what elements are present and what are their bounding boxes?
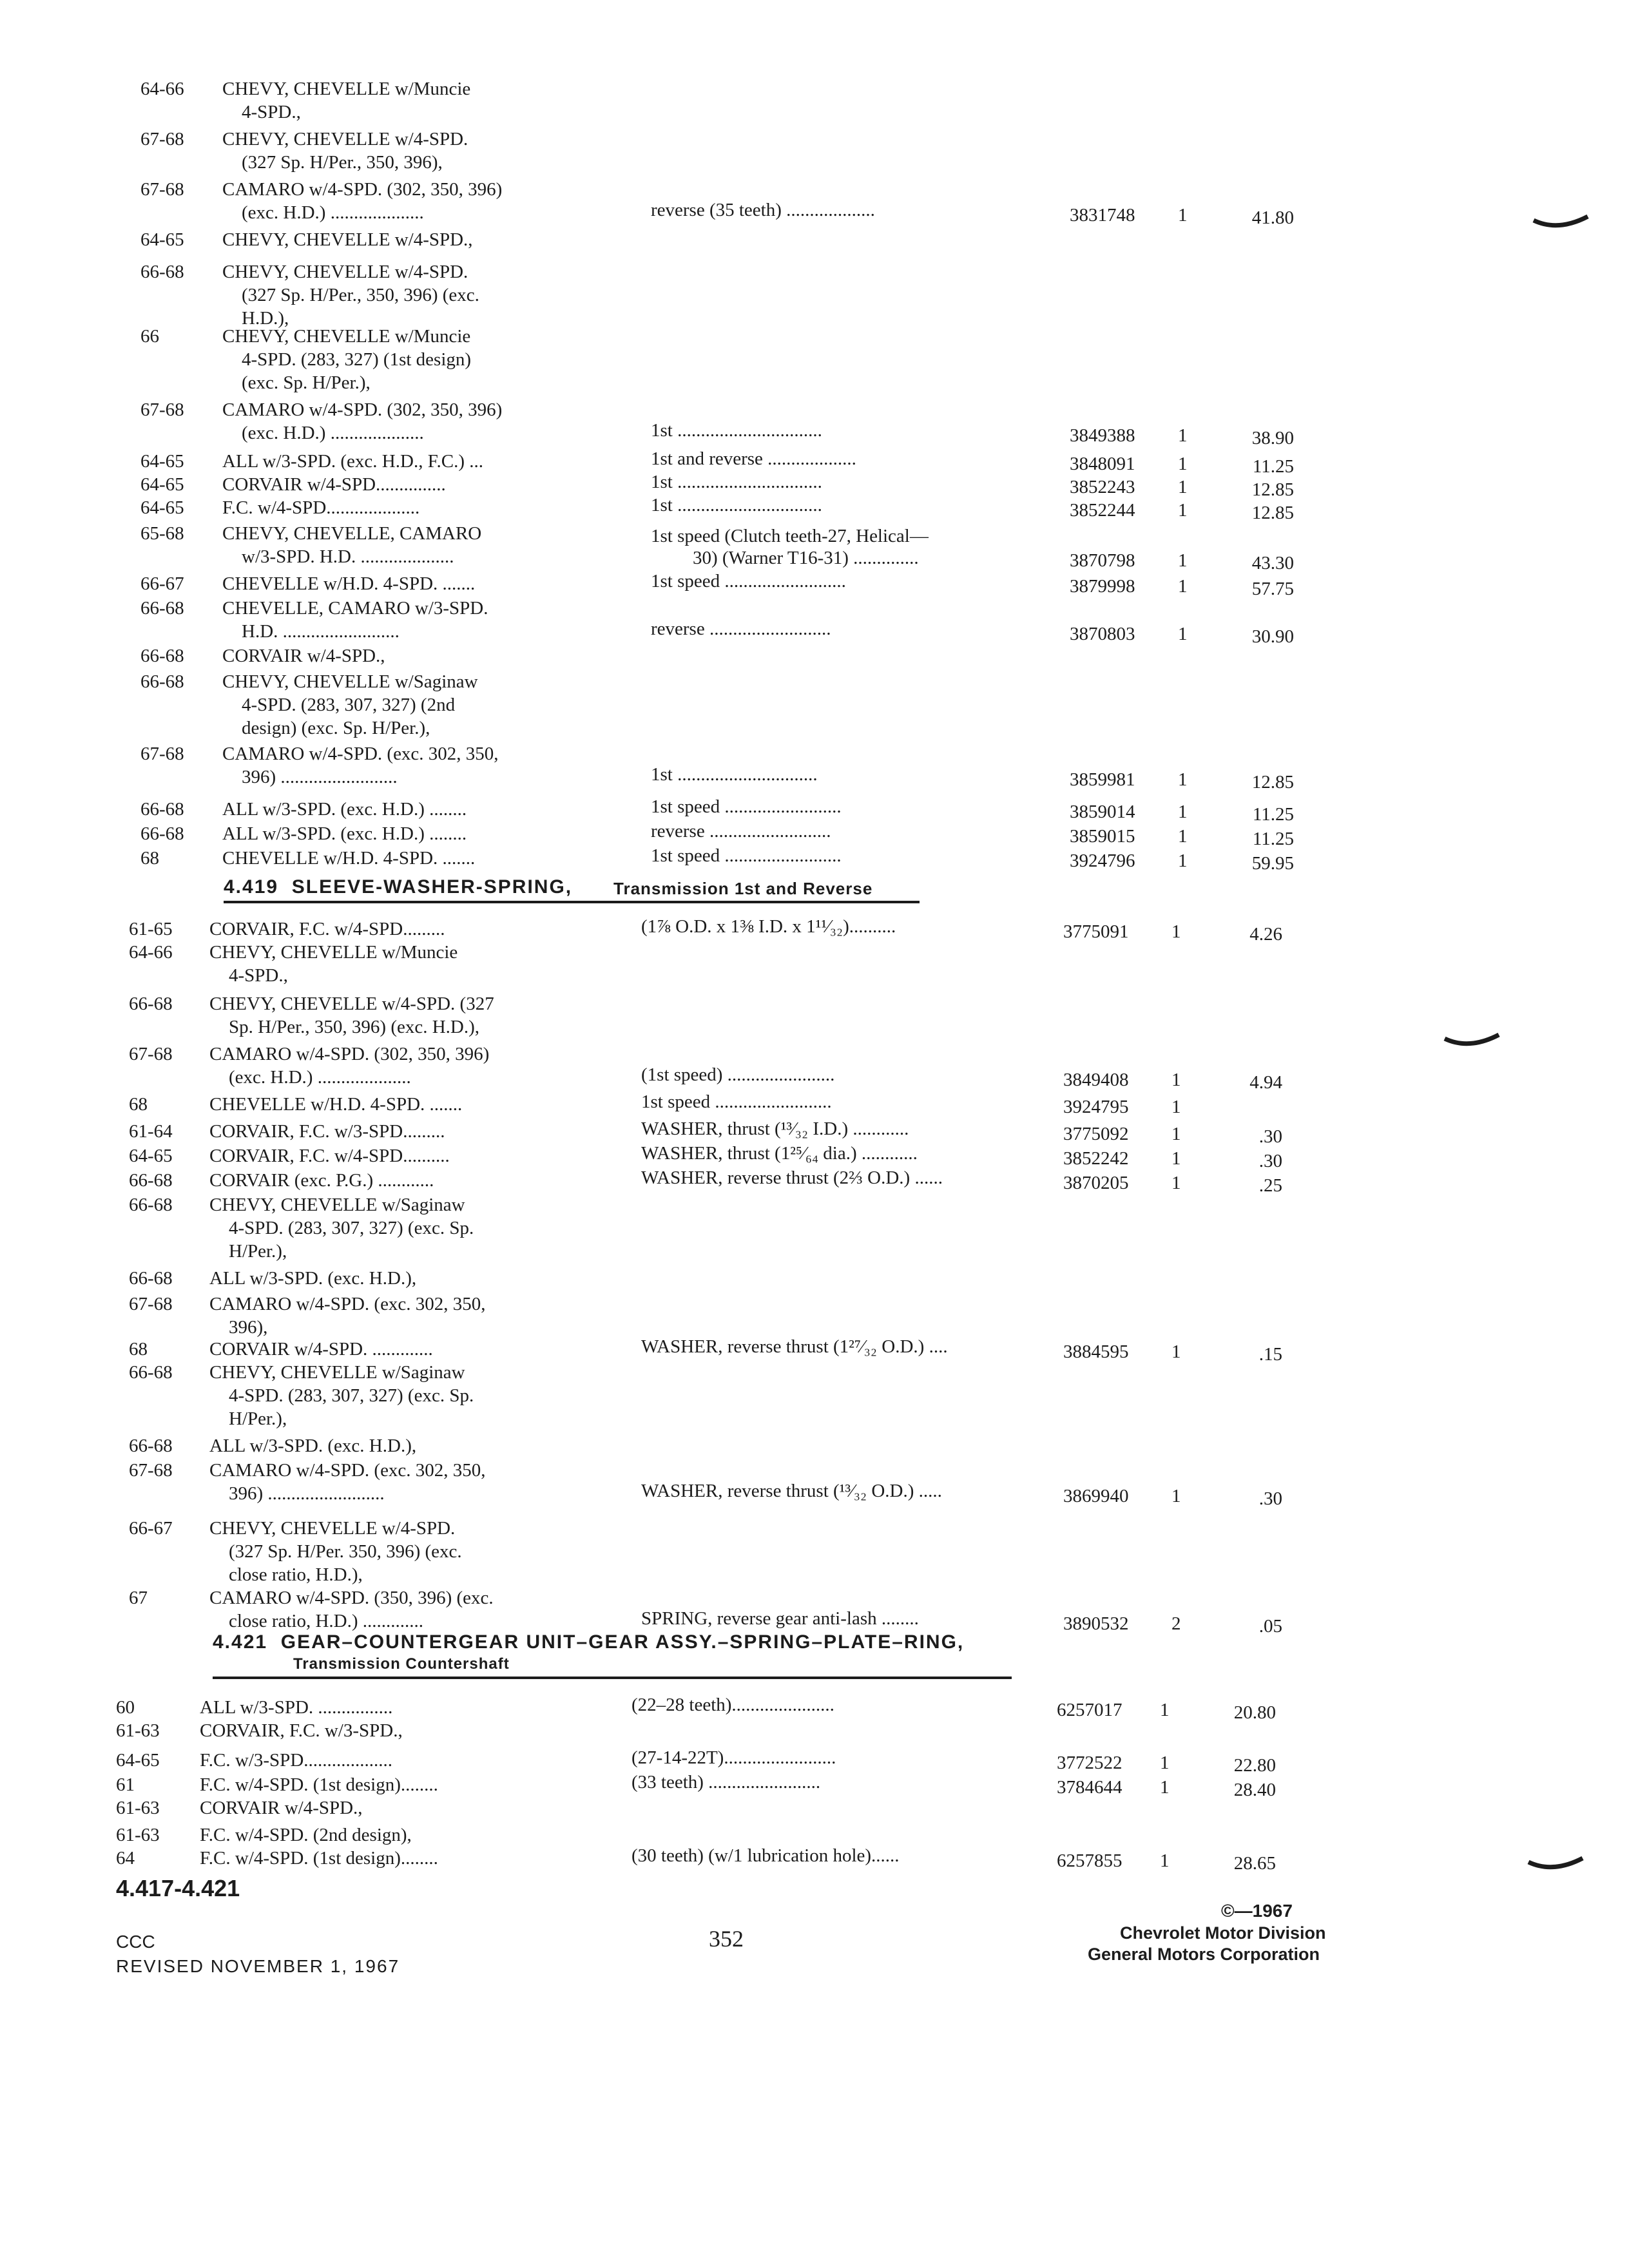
model-application: H.D. ......................... — [242, 621, 400, 642]
model-application: 396), — [229, 1317, 268, 1338]
part-description: (30 teeth) (w/1 lubrication hole)...... — [631, 1845, 900, 1866]
model-application: CHEVELLE w/H.D. 4-SPD. ....... — [209, 1094, 463, 1115]
part-description: 1st speed ......................... — [641, 1091, 832, 1112]
model-year: 67-68 — [129, 1294, 173, 1314]
part-number: 3852243 — [1070, 477, 1135, 497]
model-application: CHEVY, CHEVELLE w/4-SPD. — [222, 262, 468, 282]
model-year: 66-68 — [129, 994, 173, 1014]
model-application: CORVAIR, F.C. w/3-SPD......... — [209, 1121, 445, 1142]
model-year: 61-63 — [116, 1825, 160, 1845]
model-year: 67-68 — [140, 179, 184, 200]
part-number: 3870803 — [1070, 624, 1135, 644]
model-year: 64-66 — [140, 79, 184, 99]
model-application: CAMARO w/4-SPD. (exc. 302, 350, — [209, 1294, 486, 1314]
footer-section-range: 4.417-4.421 — [116, 1875, 240, 1901]
part-description: 1st .............................. — [651, 764, 818, 785]
model-application: close ratio, H.D.), — [229, 1564, 363, 1585]
part-description: (33 teeth) ........................ — [631, 1772, 821, 1792]
part-description: 1st speed ......................... — [651, 845, 842, 866]
model-application: CHEVY, CHEVELLE w/Saginaw — [209, 1362, 465, 1383]
model-year: 61 — [116, 1774, 135, 1795]
model-application: (exc. Sp. H/Per.), — [242, 372, 371, 393]
model-year: 66-68 — [129, 1195, 173, 1215]
footer-copyright: ©—1967 — [1221, 1901, 1293, 1921]
model-application: H.D.), — [242, 308, 289, 329]
part-description: 1st ............................... — [651, 420, 822, 441]
quantity: 1 — [1160, 1850, 1170, 1871]
section-421-subtitle: Transmission Countershaft — [293, 1655, 510, 1673]
model-year: 67-68 — [129, 1460, 173, 1481]
section-421-title — [213, 1631, 964, 1653]
model-application: CAMARO w/4-SPD. (302, 350, 396) — [222, 399, 503, 420]
part-description: (1st speed) ....................... — [641, 1064, 835, 1085]
model-application: CHEVY, CHEVELLE w/Muncie — [222, 326, 471, 347]
quantity: 1 — [1171, 1124, 1181, 1144]
section-number: 4.419 — [224, 876, 279, 898]
quantity: 1 — [1178, 769, 1188, 790]
model-application: CHEVY, CHEVELLE, CAMARO — [222, 523, 482, 544]
model-year: 64-65 — [140, 451, 184, 472]
model-year: 66-68 — [129, 1170, 173, 1191]
model-year: 67-68 — [140, 129, 184, 149]
part-number: 3879998 — [1070, 576, 1135, 597]
model-application: F.C. w/4-SPD. (1st design)........ — [200, 1774, 438, 1795]
model-year: 64 — [116, 1848, 135, 1869]
binding-mark-icon — [1532, 213, 1590, 232]
list-price: .30 — [1258, 1488, 1282, 1509]
part-number: 3849408 — [1063, 1070, 1129, 1090]
model-application: H/Per.), — [229, 1408, 287, 1429]
footer-division: Chevrolet Motor Division — [1120, 1923, 1326, 1943]
part-description: WASHER, thrust (1²⁵⁄₆₄ dia.) ............ — [641, 1143, 918, 1164]
section-divider — [224, 901, 920, 903]
model-application: (327 Sp. H/Per. 350, 396) (exc. — [229, 1541, 462, 1562]
model-year: 66-68 — [140, 598, 184, 619]
list-price: 57.75 — [1251, 579, 1294, 599]
part-description: (22–28 teeth)...................... — [631, 1695, 834, 1715]
quantity: 1 — [1171, 1173, 1181, 1193]
list-price: .30 — [1258, 1151, 1282, 1171]
list-price: 59.95 — [1251, 853, 1294, 874]
model-year: 66 — [140, 326, 159, 347]
list-price: .25 — [1258, 1175, 1282, 1196]
quantity: 1 — [1178, 550, 1188, 571]
list-price: 12.85 — [1251, 503, 1294, 523]
quantity: 1 — [1178, 205, 1188, 226]
part-number: 3869940 — [1063, 1486, 1129, 1506]
section-title: SLEEVE-WASHER-SPRING, — [291, 876, 573, 898]
model-application: CHEVY, CHEVELLE w/Saginaw — [209, 1195, 465, 1215]
part-number: 6257017 — [1057, 1700, 1123, 1720]
model-application: H/Per.), — [229, 1241, 287, 1262]
quantity: 1 — [1171, 1341, 1181, 1362]
quantity: 1 — [1178, 500, 1188, 521]
model-application: ALL w/3-SPD. (exc. H.D.), — [209, 1268, 417, 1289]
list-price: 28.40 — [1233, 1780, 1276, 1800]
quantity: 1 — [1178, 576, 1188, 597]
model-application: F.C. w/4-SPD. (2nd design), — [200, 1825, 412, 1845]
model-application: ALL w/3-SPD. (exc. H.D., F.C.) ... — [222, 451, 483, 472]
model-year: 66-68 — [129, 1436, 173, 1456]
model-application: CAMARO w/4-SPD. (302, 350, 396) — [209, 1044, 490, 1064]
model-application: CAMARO w/4-SPD. (exc. 302, 350, — [209, 1460, 486, 1481]
quantity: 1 — [1171, 1070, 1181, 1090]
part-description: 30) (Warner T16-31) .............. — [693, 548, 919, 568]
model-application: 396) ......................... — [229, 1483, 385, 1504]
model-application: CAMARO w/4-SPD. (exc. 302, 350, — [222, 744, 499, 764]
binding-mark-icon — [1443, 1031, 1501, 1050]
model-application: design) (exc. Sp. H/Per.), — [242, 718, 430, 738]
quantity: 1 — [1178, 477, 1188, 497]
model-year: 61-64 — [129, 1121, 173, 1142]
section-title: GEAR–COUNTERGEAR UNIT–GEAR ASSY.–SPRING–PLATE–RING, — [280, 1631, 965, 1653]
model-year: 61-63 — [116, 1798, 160, 1818]
part-description: reverse (35 teeth) ................... — [651, 200, 875, 220]
footer-corporation: General Motors Corporation — [1088, 1945, 1320, 1964]
part-number: 3831748 — [1070, 205, 1135, 226]
model-year: 67-68 — [129, 1044, 173, 1064]
model-year: 64-65 — [140, 229, 184, 250]
model-application: CAMARO w/4-SPD. (350, 396) (exc. — [209, 1588, 494, 1608]
model-application: ALL w/3-SPD. (exc. H.D.), — [209, 1436, 417, 1456]
model-application: CHEVELLE, CAMARO w/3-SPD. — [222, 598, 488, 619]
part-number: 6257855 — [1057, 1850, 1123, 1871]
model-year: 67-68 — [140, 744, 184, 764]
model-year: 60 — [116, 1697, 135, 1718]
part-description: WASHER, reverse thrust (1²⁷⁄₃₂ O.D.) .... — [641, 1336, 948, 1357]
part-description: 1st and reverse ................... — [651, 448, 856, 469]
binding-mark-icon — [1527, 1854, 1585, 1874]
model-application: CORVAIR w/4-SPD., — [200, 1798, 363, 1818]
part-description: SPRING, reverse gear anti-lash ........ — [641, 1608, 919, 1629]
section-419-subtitle: Transmission 1st and Reverse — [613, 879, 873, 898]
model-application: Sp. H/Per., 350, 396) (exc. H.D.), — [229, 1017, 480, 1037]
part-description: reverse .......................... — [651, 619, 831, 639]
model-application: CORVAIR w/4-SPD., — [222, 646, 385, 666]
part-description: (1⅞ O.D. x 1⅜ I.D. x 1¹¹⁄₃₂).......... — [641, 916, 896, 937]
list-price: 38.90 — [1251, 428, 1294, 448]
model-application: w/3-SPD. H.D. .................... — [242, 546, 454, 567]
section-number: 4.421 — [213, 1631, 268, 1653]
list-price: 11.25 — [1252, 456, 1294, 477]
part-number: 3870798 — [1070, 550, 1135, 571]
model-year: 66-68 — [129, 1268, 173, 1289]
part-number: 3924796 — [1070, 850, 1135, 871]
model-year: 66-68 — [140, 799, 184, 820]
quantity: 1 — [1160, 1777, 1170, 1798]
model-year: 68 — [129, 1339, 148, 1360]
model-application: (exc. H.D.) .................... — [242, 202, 424, 223]
model-year: 67-68 — [140, 399, 184, 420]
model-application: CHEVY, CHEVELLE w/4-SPD. — [222, 129, 468, 149]
model-year: 68 — [140, 848, 159, 869]
list-price: 12.85 — [1251, 479, 1294, 500]
model-year: 66-68 — [140, 823, 184, 844]
model-year: 64-66 — [129, 942, 173, 963]
quantity: 2 — [1171, 1613, 1181, 1634]
model-application: CHEVY, CHEVELLE w/4-SPD. — [209, 1518, 456, 1539]
part-number: 3772522 — [1057, 1753, 1123, 1773]
part-description: 1st ............................... — [651, 472, 822, 492]
quantity: 1 — [1178, 624, 1188, 644]
quantity: 1 — [1178, 850, 1188, 871]
model-application: CHEVY, CHEVELLE w/Saginaw — [222, 671, 478, 692]
model-application: F.C. w/4-SPD. (1st design)........ — [200, 1848, 438, 1869]
model-application: CHEVY, CHEVELLE w/Muncie — [222, 79, 471, 99]
part-number: 3859014 — [1070, 802, 1135, 822]
model-year: 66-68 — [129, 1362, 173, 1383]
model-application: CORVAIR, F.C. w/4-SPD.......... — [209, 1146, 450, 1166]
model-application: (exc. H.D.) .................... — [242, 423, 424, 443]
list-price: 30.90 — [1251, 626, 1294, 647]
part-number: 3884595 — [1063, 1341, 1129, 1362]
model-application: ALL w/3-SPD. ................ — [200, 1697, 393, 1718]
model-application: ALL w/3-SPD. (exc. H.D.) ........ — [222, 799, 467, 820]
model-year: 67 — [129, 1588, 148, 1608]
footer-code: CCC — [116, 1932, 155, 1952]
model-application: CHEVY, CHEVELLE w/Muncie — [209, 942, 458, 963]
list-price: 41.80 — [1251, 207, 1294, 228]
part-number: 3859015 — [1070, 826, 1135, 847]
quantity: 1 — [1171, 1148, 1181, 1169]
model-application: 4-SPD. (283, 327) (1st design) — [242, 349, 472, 370]
model-year: 64-65 — [140, 497, 184, 518]
quantity: 1 — [1171, 921, 1181, 942]
quantity: 1 — [1160, 1753, 1170, 1773]
model-application: 396) ......................... — [242, 767, 398, 787]
model-year: 61-63 — [116, 1720, 160, 1741]
quantity: 1 — [1171, 1486, 1181, 1506]
list-price: 11.25 — [1252, 804, 1294, 825]
section-419-title — [224, 876, 572, 898]
model-application: CHEVELLE w/H.D. 4-SPD. ....... — [222, 848, 476, 869]
part-number: 3784644 — [1057, 1777, 1123, 1798]
model-year: 66-68 — [140, 646, 184, 666]
model-application: F.C. w/4-SPD.................... — [222, 497, 420, 518]
list-price: 12.85 — [1251, 772, 1294, 793]
quantity: 1 — [1178, 454, 1188, 474]
part-description: 1st speed .......................... — [651, 571, 846, 591]
quantity: 1 — [1178, 802, 1188, 822]
footer-revised-date: REVISED NOVEMBER 1, 1967 — [116, 1956, 400, 1976]
model-year: 64-65 — [129, 1146, 173, 1166]
section-divider — [213, 1677, 1012, 1679]
part-number: 3870205 — [1063, 1173, 1129, 1193]
model-application: (327 Sp. H/Per., 350, 396), — [242, 152, 443, 173]
part-description: WASHER, reverse thrust (¹³⁄₃₂ O.D.) ..... — [641, 1481, 942, 1501]
part-description: reverse .......................... — [651, 821, 831, 841]
model-application: CORVAIR w/4-SPD. ............. — [209, 1339, 433, 1360]
list-price: 4.94 — [1249, 1072, 1282, 1093]
quantity: 1 — [1171, 1097, 1181, 1117]
model-application: CHEVY, CHEVELLE w/4-SPD. (327 — [209, 994, 494, 1014]
part-description: (27-14-22T)........................ — [631, 1747, 836, 1768]
list-price: 43.30 — [1251, 553, 1294, 573]
part-number: 3924795 — [1063, 1097, 1129, 1117]
list-price: 22.80 — [1233, 1755, 1276, 1776]
list-price: .05 — [1258, 1616, 1282, 1637]
model-application: 4-SPD. (283, 307, 327) (2nd — [242, 695, 456, 715]
model-application: 4-SPD., — [229, 965, 288, 986]
model-year: 66-67 — [140, 573, 184, 594]
model-year: 64-65 — [116, 1750, 160, 1771]
model-year: 64-65 — [140, 474, 184, 495]
page-number: 352 — [709, 1926, 744, 1952]
model-application: close ratio, H.D.) ............. — [229, 1611, 424, 1631]
quantity: 1 — [1178, 826, 1188, 847]
quantity: 1 — [1160, 1700, 1170, 1720]
model-application: 4-SPD., — [242, 102, 301, 122]
part-number: 3775091 — [1063, 921, 1129, 942]
part-number: 3849388 — [1070, 425, 1135, 446]
model-application: CORVAIR w/4-SPD............... — [222, 474, 446, 495]
model-application: CHEVELLE w/H.D. 4-SPD. ....... — [222, 573, 476, 594]
model-year: 65-68 — [140, 523, 184, 544]
part-number: 3890532 — [1063, 1613, 1129, 1634]
part-number: 3852244 — [1070, 500, 1135, 521]
model-year: 61-65 — [129, 919, 173, 939]
model-application: CORVAIR (exc. P.G.) ............ — [209, 1170, 434, 1191]
list-price: 28.65 — [1233, 1853, 1276, 1874]
part-number: 3775092 — [1063, 1124, 1129, 1144]
model-application: CHEVY, CHEVELLE w/4-SPD., — [222, 229, 473, 250]
quantity: 1 — [1178, 425, 1188, 446]
model-application: CAMARO w/4-SPD. (302, 350, 396) — [222, 179, 503, 200]
part-description: WASHER, thrust (¹³⁄₃₂ I.D.) ............ — [641, 1119, 909, 1139]
list-price: .15 — [1258, 1344, 1282, 1365]
model-application: ALL w/3-SPD. (exc. H.D.) ........ — [222, 823, 467, 844]
part-number: 3859981 — [1070, 769, 1135, 790]
list-price: .30 — [1258, 1126, 1282, 1147]
model-application: (327 Sp. H/Per., 350, 396) (exc. — [242, 285, 479, 305]
model-application: (exc. H.D.) .................... — [229, 1067, 411, 1088]
model-year: 66-68 — [140, 671, 184, 692]
list-price: 20.80 — [1233, 1702, 1276, 1723]
model-year: 66-68 — [140, 262, 184, 282]
part-description: 1st speed (Clutch teeth-27, Helical— — [651, 526, 929, 546]
part-number: 3852242 — [1063, 1148, 1129, 1169]
part-description: 1st speed ......................... — [651, 796, 842, 817]
model-application: CORVAIR, F.C. w/4-SPD......... — [209, 919, 445, 939]
part-description: 1st ............................... — [651, 495, 822, 515]
model-application: 4-SPD. (283, 307, 327) (exc. Sp. — [229, 1385, 474, 1406]
model-application: F.C. w/3-SPD................... — [200, 1750, 393, 1771]
list-price: 11.25 — [1252, 829, 1294, 849]
model-application: 4-SPD. (283, 307, 327) (exc. Sp. — [229, 1218, 474, 1238]
model-application: CORVAIR, F.C. w/3-SPD., — [200, 1720, 403, 1741]
list-price: 4.26 — [1249, 924, 1282, 945]
model-year: 66-67 — [129, 1518, 173, 1539]
part-number: 3848091 — [1070, 454, 1135, 474]
model-year: 68 — [129, 1094, 148, 1115]
part-description: WASHER, reverse thrust (2⅔ O.D.) ...... — [641, 1168, 943, 1188]
